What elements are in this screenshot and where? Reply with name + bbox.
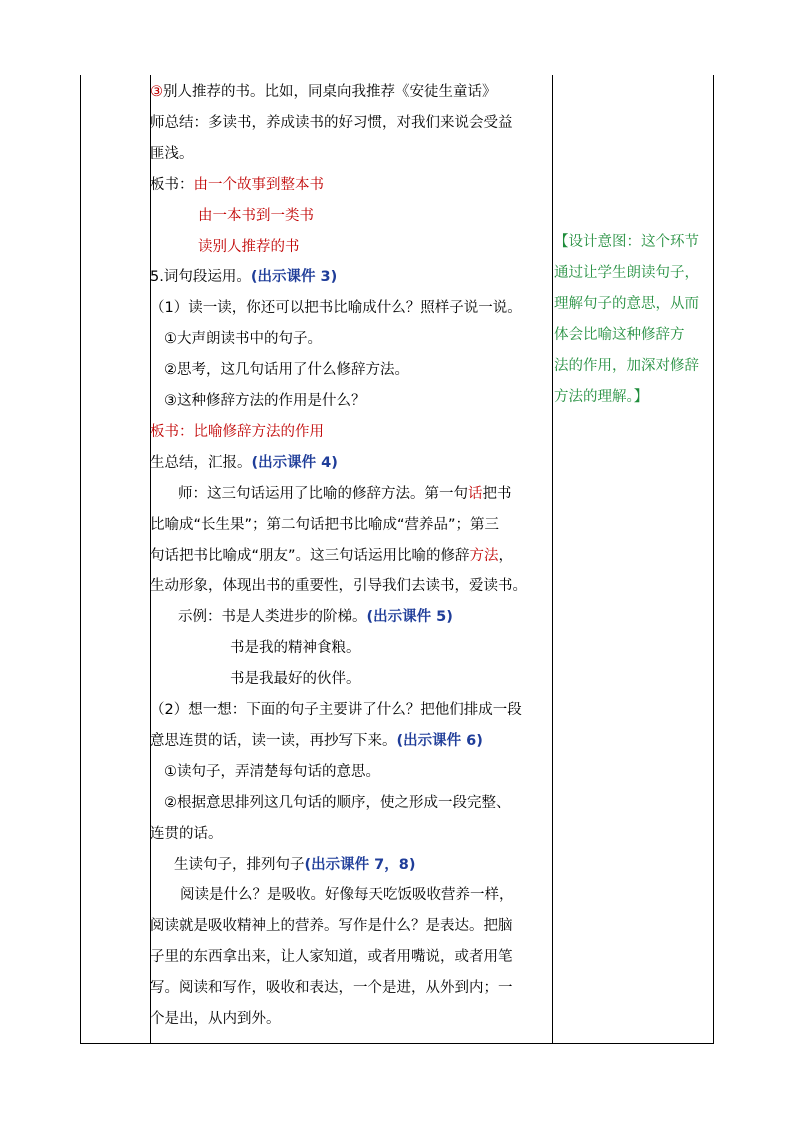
text-segment: 意思连贯的话，读一读，再抄写下来。: [150, 732, 397, 749]
text-segment: ②思考，这几句话用了什么修辞方法。: [164, 362, 409, 379]
text-line: [150, 942, 513, 972]
text-line: [230, 633, 361, 663]
text-segment: （2）想一想：下面的句子主要讲了什么？把他们排成一段: [150, 702, 522, 718]
text-segment: 阅读就是吸收精神上的营养。写作是什么？是表达。把脑: [150, 918, 513, 935]
courseware-ref: (出示课件 6): [396, 732, 483, 749]
text-line: [164, 386, 366, 416]
text-segment: 生总结，汇报。: [150, 454, 252, 471]
design-intent-line: 体会比喻这种修辞方: [554, 326, 685, 343]
text-segment: 连贯的话。: [150, 825, 223, 842]
courseware-ref: (出示课件 7，8): [304, 856, 416, 873]
text-line: [150, 571, 527, 601]
text-line: [164, 324, 322, 354]
text-segment: 师总结：多读书，养成读书的好习惯，对我们来说会受益: [150, 114, 513, 131]
text-segment: 阅读是什么？是吸收。好像每天吃饭吸收营养一样，: [180, 887, 514, 904]
table-border-left: [80, 75, 81, 1044]
text-line: [180, 880, 514, 910]
text-line: [164, 355, 409, 385]
text-line: [164, 788, 511, 818]
text-segment: 示例：书是人类进步的阶梯。: [178, 609, 367, 626]
text-line: [198, 201, 314, 231]
text-line: [150, 726, 483, 756]
text-line: [230, 664, 361, 694]
text-segment: 把书: [482, 485, 512, 502]
design-intent-line: 理解句子的意思，从而: [554, 295, 699, 312]
courseware-ref: (出示课件 4): [251, 454, 338, 471]
text-line: [150, 1004, 281, 1034]
text-line: [150, 108, 513, 138]
text-segment: 5.词句段运用。: [150, 269, 251, 286]
text-segment: 句话把书比喻成“朋友”。这三句话运用比喻的修辞: [150, 547, 470, 564]
board-note-text: ③: [150, 84, 163, 100]
text-line: [178, 479, 512, 509]
text-line: [150, 695, 522, 725]
text-segment: 书是我的精神食粮。: [230, 640, 361, 657]
courseware-ref: (出示课件 3): [250, 269, 338, 286]
text-segment: 子里的东西拿出来，让人家知道，或者用嘴说，或者用笔: [150, 949, 513, 966]
board-note-text: 由一本书到一类书: [198, 207, 314, 224]
text-segment: 生动形象，体现出书的重要性，引导我们去读书，爱读书。: [150, 578, 527, 595]
board-note-text: 由一个故事到整本书: [193, 176, 324, 193]
text-segment: 比喻成“长生果”；第二句话把书比喻成“营养品”；第三: [150, 516, 500, 533]
text-segment: 师：这三句话运用了比喻的修辞方法。第一句: [178, 485, 468, 502]
lesson-plan-table: [80, 75, 714, 1044]
column-divider-2: [552, 75, 553, 1044]
text-line: [178, 602, 453, 632]
text-segment: 写。阅读和写作，吸收和表达，一个是进，从外到内；一: [150, 980, 513, 997]
text-line: [150, 911, 513, 941]
text-line: [150, 77, 497, 107]
table-border-right: [713, 75, 714, 1044]
board-note-text: 板书：比喻修辞方法的作用: [150, 423, 324, 440]
text-line: [174, 850, 415, 880]
text-line: [150, 417, 324, 447]
courseware-ref: (出示课件 5): [366, 609, 453, 626]
text-segment: ①读句子，弄清楚每句话的意思。: [164, 763, 380, 780]
board-note-text: 读别人推荐的书: [198, 238, 300, 255]
text-line: [150, 262, 337, 292]
text-segment: ③这种修辞方法的作用是什么？: [164, 393, 366, 409]
board-note-text: 方法: [469, 547, 499, 564]
text-segment: 板书：: [150, 176, 194, 193]
text-line: [150, 819, 223, 849]
board-note-text: 话: [468, 485, 483, 502]
text-line: [150, 293, 522, 323]
text-line: [150, 139, 194, 169]
text-segment: 书是我最好的伙伴。: [230, 671, 361, 688]
text-line: [150, 448, 338, 478]
text-segment: ，: [498, 547, 514, 564]
text-line: [164, 757, 380, 787]
design-intent-line: 【设计意图：这个环节: [554, 234, 699, 250]
design-intent-line: 法的作用，加深对修辞: [554, 357, 699, 374]
text-segment: ②根据意思排列这几句话的顺序，使之形成一段完整、: [164, 794, 511, 811]
design-intent-line: 方法的理解。】: [554, 388, 649, 405]
text-segment: 生读句子，排列句子: [174, 856, 305, 873]
text-line: [150, 510, 499, 540]
text-line: [150, 973, 513, 1003]
text-segment: 匪浅。: [150, 145, 194, 162]
text-line: [150, 541, 513, 571]
text-segment: 个是出，从内到外。: [150, 1011, 281, 1027]
table-border-bottom: [80, 1043, 714, 1044]
text-segment: （1）读一读，你还可以把书比喻成什么？照样子说一说。: [150, 300, 522, 317]
text-line: [198, 232, 300, 262]
text-segment: 别人推荐的书。比如，同桌向我推荐《安徒生童话》: [163, 84, 497, 100]
text-segment: ①大声朗读书中的句子。: [164, 331, 322, 348]
text-line: [150, 170, 324, 200]
design-intent-line: 通过让学生朗读句子，: [554, 264, 699, 281]
